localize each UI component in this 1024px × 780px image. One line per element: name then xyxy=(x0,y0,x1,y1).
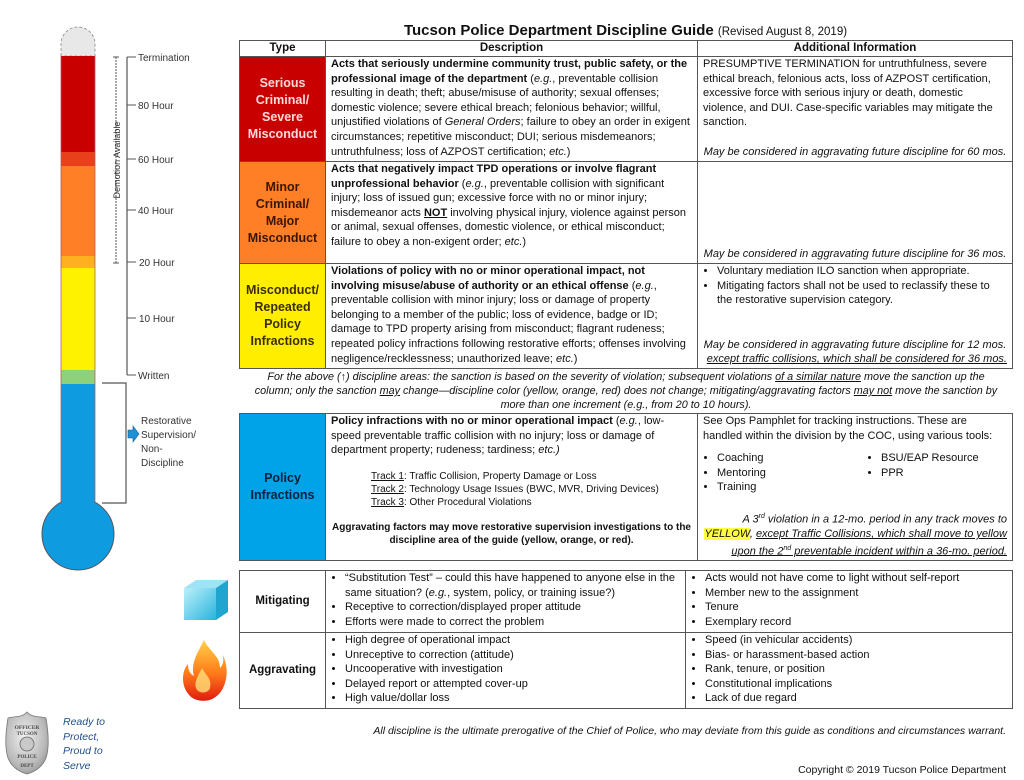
type-line: Infractions xyxy=(250,488,315,502)
info-cell-minor-criminal xyxy=(698,162,1013,264)
description-lead: Acts that negatively impact TPD operations or involve flagrant unprofessional behavior xyxy=(331,163,657,190)
type-line: Policy xyxy=(264,317,301,331)
header-additional-information: Additional Information xyxy=(698,41,1013,57)
aggravating-left-cell xyxy=(326,633,686,709)
description-text: , low-speed preventable traffic collision with no injury; loss or damage of department property; rudeness; tardiness; xyxy=(331,415,665,457)
type-line: Criminal/ xyxy=(255,93,310,107)
track-label: Track 2 xyxy=(371,483,404,495)
aggravating-item: • Rank, tenure, or position xyxy=(705,662,1007,677)
type-line: Criminal/ xyxy=(255,196,310,211)
description-text: ( xyxy=(458,177,466,190)
table-header-row xyxy=(240,41,1013,57)
mitigating-item xyxy=(345,571,680,600)
violation-rule xyxy=(703,510,1007,559)
scale-label-20-hour: 20 Hour xyxy=(139,258,175,269)
factors-row-aggravating xyxy=(240,633,1013,709)
description-text: ) xyxy=(573,352,578,365)
tool-item: • BSU/EAP Resource xyxy=(881,451,979,466)
copyright: Copyright © 2019 Tucson Police Department xyxy=(798,764,1006,776)
track-text: : Technology Usage Issues (BWC, MVR, Driving Devices) xyxy=(403,483,659,495)
aggravating-item: • Delayed report or attempted cover-up xyxy=(345,677,680,692)
description-eg: e.g. xyxy=(619,415,638,427)
mitigating-item: • Exemplary record xyxy=(705,615,1007,630)
mitigating-item: • Member new to the assignment xyxy=(705,586,1007,601)
aggravating-right-list xyxy=(691,633,1007,706)
restorative-bracket xyxy=(102,383,126,503)
right-arrow-icon xyxy=(128,426,139,442)
thermometer-transition-yellow-blue xyxy=(61,370,95,384)
info-footer: May be considered in aggravating future discipline for 60 mos. xyxy=(703,146,1007,159)
info-cell-policy-infractions xyxy=(698,414,1013,561)
note-text: move the sanction by more than one increment (e.g., from 20 to 10 hours). xyxy=(500,385,998,411)
description-eg: e.g. xyxy=(533,72,553,85)
mitigating-item: • Acts would not have come to light without self-report xyxy=(705,571,1007,586)
type-line: Severe xyxy=(261,110,303,124)
track-item xyxy=(371,496,692,509)
thermometer-transition-orange-yellow xyxy=(61,256,95,268)
info-footer-block xyxy=(703,338,1007,367)
description-general-orders: General Orders xyxy=(444,116,521,129)
tools-list xyxy=(703,451,1007,495)
ice-cube-icon xyxy=(180,578,232,624)
motto xyxy=(63,715,105,773)
info-cell-serious xyxy=(698,57,1013,162)
document-title xyxy=(239,22,1012,39)
restorative-label-line-4: Discipline xyxy=(141,458,184,469)
badge-text-police: POLICE xyxy=(17,755,37,760)
description-eg: e.g. xyxy=(465,177,484,190)
description-eg: e.g. xyxy=(635,279,654,292)
aggravating-left-list xyxy=(331,633,680,706)
badge-text-tucson: TUCSON xyxy=(16,732,38,737)
description-text: ( xyxy=(527,72,534,85)
motto-line: Proud to xyxy=(63,745,103,757)
aggravating-item: • Constitutional implications xyxy=(705,677,1007,692)
up-arrow-icon: ↑ xyxy=(340,371,347,383)
motto-line: Protect, xyxy=(63,730,100,743)
demotion-available-label: Demotion Available xyxy=(112,121,122,199)
tool-item: • PPR xyxy=(881,466,979,481)
note-text: move the sanction up the column; only the sanction xyxy=(254,371,985,397)
table-note-row xyxy=(240,369,1013,414)
mitigating-item: • Efforts were made to correct the problem xyxy=(345,615,680,630)
description-text: ; failure to obey an order in exigent circumstances; repetitive misconduct; DUI; serious misdemeanors; untruthfulness; loss of AZPOST certification; xyxy=(331,116,690,158)
description-cell-policy-infractions xyxy=(326,414,698,561)
scale-label-termination: Termination xyxy=(138,53,190,64)
violation-text: A 3 xyxy=(742,513,759,526)
mitigating-left-list xyxy=(331,571,680,629)
note-text: change—discipline color (yellow, orange, red) does not change; mitigating/aggravating factors xyxy=(400,385,854,397)
scale-label-80-hour: 80 Hour xyxy=(138,101,174,112)
type-line: Repeated xyxy=(254,300,311,314)
info-text: PRESUMPTIVE TERMINATION for untruthfulness, severe ethical breach, felonious acts, loss of AZPOST certification, excessive force with serious injury or death, domestic violence, and DUI. Case-specific variables may mitigate the sanction. xyxy=(703,58,993,129)
table-row-minor-criminal xyxy=(240,162,1013,264)
type-line: Infractions xyxy=(250,334,315,348)
info-footer: May be considered in aggravating future discipline for 36 mos. xyxy=(703,248,1007,261)
description-etc: etc. xyxy=(504,235,523,248)
restorative-label-line-2: Supervision/ xyxy=(141,430,197,441)
description-text: , preventable collision with minor injury; loss or damage of property belonging to a member of the public; loss of evidence, badge or ID; damage to TPD property arising from misconduct; flagrant rudeness; repeated policy infractions following restorative efforts; offenses involving negligence/recklessness; unauthorized leave; xyxy=(331,279,686,365)
type-cell-minor-criminal xyxy=(240,162,326,264)
track-label: Track 3 xyxy=(371,496,404,508)
mitigating-item: • Receptive to correction/displayed proper attitude xyxy=(345,600,680,615)
type-line: Serious xyxy=(259,76,306,90)
description-etc: etc.) xyxy=(538,444,560,457)
description-text: ) xyxy=(566,145,571,158)
item-eg: e.g. xyxy=(428,586,448,599)
aggravating-item: • Bias- or harassment-based action xyxy=(705,648,1007,663)
violation-text: violation in a 12-mo. period in any track moves to xyxy=(764,513,1007,526)
scale-label-60-hour: 60 Hour xyxy=(138,155,174,166)
description-lead: Policy infractions with no or minor operational impact xyxy=(331,415,613,427)
item-text: “Substitution Test” – could this have happened to anyone else in the same situation? ( xyxy=(345,572,676,599)
mitigating-right-cell xyxy=(686,571,1013,633)
note-underline: may not xyxy=(853,385,893,397)
track-text: : Other Procedural Violations xyxy=(403,496,532,508)
item-text: , system, policy, or training issue?) xyxy=(447,586,616,599)
description-etc: etc. xyxy=(556,352,574,365)
aggravating-item: • High value/dollar loss xyxy=(345,691,680,706)
info-text: See Ops Pamphlet for tracking instructions. These are handled within the division by the COC, using various tools: xyxy=(703,415,993,442)
info-bullet: • Voluntary mediation ILO sanction when appropriate. xyxy=(717,264,1007,279)
type-cell-misconduct xyxy=(240,264,326,369)
mitigating-right-list xyxy=(691,571,1007,629)
info-bullet-list xyxy=(703,264,1007,308)
type-line: Major xyxy=(265,213,300,228)
aggravating-item: • High degree of operational impact xyxy=(345,633,680,648)
thermometer-cap xyxy=(61,27,95,56)
description-lead: Acts that seriously undermine community trust, public safety, or the professional image of the department xyxy=(331,58,688,85)
track-label: Track 1 xyxy=(371,470,404,482)
violation-sup: nd xyxy=(783,544,792,552)
type-line: Minor xyxy=(265,179,300,194)
aggravating-item: • Uncooperative with investigation xyxy=(345,662,680,677)
badge-text-officer: OFFICER xyxy=(14,725,40,731)
description-cell-misconduct xyxy=(326,264,698,369)
note-underline: may xyxy=(379,385,401,397)
aggravating-right-cell xyxy=(686,633,1013,709)
track-item xyxy=(371,483,692,496)
tools-list-right xyxy=(867,451,979,495)
track-text: : Traffic Collision, Property Damage or Loss xyxy=(403,470,597,482)
track-item xyxy=(371,470,692,483)
description-text: ( xyxy=(628,279,636,292)
factor-label-aggravating: Aggravating xyxy=(240,633,326,709)
description-lead: Violations of policy with no or minor operational impact, not involving misuse/abuse of authority or an ethical offense xyxy=(331,265,645,292)
table-row-policy-infractions xyxy=(240,414,1013,561)
violation-exception: except Traffic Collisions, which shall move to yellow xyxy=(755,528,1007,541)
prerogative-statement: All discipline is the ultimate prerogative of the Chief of Police, who may deviate from this guide as conditions and circumstances warrant. xyxy=(373,725,1006,737)
aggravating-item: • Speed (in vehicular accidents) xyxy=(705,633,1007,648)
note-underline: of a similar nature xyxy=(775,371,861,383)
header-description: Description xyxy=(326,41,698,57)
motto-line: Serve xyxy=(63,759,91,772)
yellow-highlight: YELLOW xyxy=(704,528,750,541)
factors-row-mitigating xyxy=(240,571,1013,633)
restorative-label-line-1: Restorative xyxy=(141,416,192,427)
aggravating-item: • Unreceptive to correction (attitude) xyxy=(345,648,680,663)
tool-item: • Coaching xyxy=(717,451,867,466)
violation-exception: preventable incident within a 36-mo. period. xyxy=(791,545,1007,558)
title-revision: (Revised August 8, 2019) xyxy=(717,26,848,38)
tool-item: • Training xyxy=(717,480,867,495)
violation-text: , xyxy=(749,528,756,541)
thermometer-orange-zone xyxy=(61,166,95,256)
track-list xyxy=(371,470,692,509)
description-etc: etc. xyxy=(549,145,567,158)
factor-label-mitigating: Mitigating xyxy=(240,571,326,633)
violation-sup: rd xyxy=(758,512,765,520)
info-footer-exception: except traffic collisions, which shall be considered for 36 mos. xyxy=(706,353,1007,366)
mitigating-left-cell xyxy=(326,571,686,633)
severity-note xyxy=(240,369,1013,414)
scale-label-written: Written xyxy=(138,371,170,382)
scale-label-10-hour: 10 Hour xyxy=(139,314,175,325)
badge-text-dept: DEPT xyxy=(20,764,34,769)
description-text: ( xyxy=(612,415,620,427)
restorative-label-line-3: Non- xyxy=(141,444,163,455)
type-cell-policy-infractions xyxy=(240,414,326,561)
description-not-emphasis: NOT xyxy=(423,206,448,219)
info-footer: May be considered in aggravating future discipline for 12 mos. xyxy=(703,338,1007,351)
description-text: involving physical injury, violence against person or animal, sexual offenses, domestic violence, or ethical misconduct; failure to obey a non-exigent order; xyxy=(331,206,687,248)
discipline-thermometer xyxy=(0,20,236,580)
type-line: Misconduct xyxy=(247,230,318,245)
info-cell-misconduct xyxy=(698,264,1013,369)
aggravating-factors-note: Aggravating factors may move restorative supervision investigations to the discipline area of the guide (yellow, orange, or red). xyxy=(332,521,691,546)
thermometer-yellow-zone xyxy=(61,268,95,370)
note-text: For the above ( xyxy=(267,371,341,383)
description-text: , preventable collision resulting in death; theft; abuse/misuse of authority; sexual offenses; domestic violence; severe ethical breach; felonious behavior; willful, unjustified violations of xyxy=(331,72,661,129)
title-main: Tucson Police Department Discipline Guide xyxy=(403,22,714,39)
header-type: Type xyxy=(240,41,326,57)
type-line: Policy xyxy=(264,471,301,485)
mitigating-item: • Tenure xyxy=(705,600,1007,615)
type-cell-serious xyxy=(240,57,326,162)
scale-label-40-hour: 40 Hour xyxy=(138,206,174,217)
violation-exception: upon the 2 xyxy=(731,545,784,558)
thermometer-red-zone xyxy=(61,56,95,152)
description-text: , preventable collision with significant injury; loss of issued gun; excessive force with no or minor injury; misdemeanor acts xyxy=(331,177,665,219)
table-row-misconduct xyxy=(240,264,1013,369)
table-row-serious xyxy=(240,57,1013,162)
type-line: Misconduct xyxy=(247,127,318,141)
type-line: Misconduct/ xyxy=(246,283,319,297)
discipline-table xyxy=(239,40,1013,561)
info-bullet: • Mitigating factors shall not be used to reclassify these to the restorative supervision category. xyxy=(717,279,1007,308)
description-text: ) xyxy=(522,235,527,248)
note-text: ) discipline areas: the sanction is based on the severity of violation; subsequent violations xyxy=(346,371,776,383)
description-cell-serious xyxy=(326,57,698,162)
fire-icon xyxy=(180,638,228,702)
tools-list-left xyxy=(703,451,867,495)
factors-table xyxy=(239,570,1013,709)
thermometer-transition-red-orange xyxy=(61,152,95,166)
motto-line: Ready to xyxy=(63,716,106,728)
tool-item: • Mentoring xyxy=(717,466,867,481)
description-cell-minor-criminal xyxy=(326,162,698,264)
police-badge-logo xyxy=(4,710,50,776)
aggravating-item: • Lack of due regard xyxy=(705,691,1007,706)
